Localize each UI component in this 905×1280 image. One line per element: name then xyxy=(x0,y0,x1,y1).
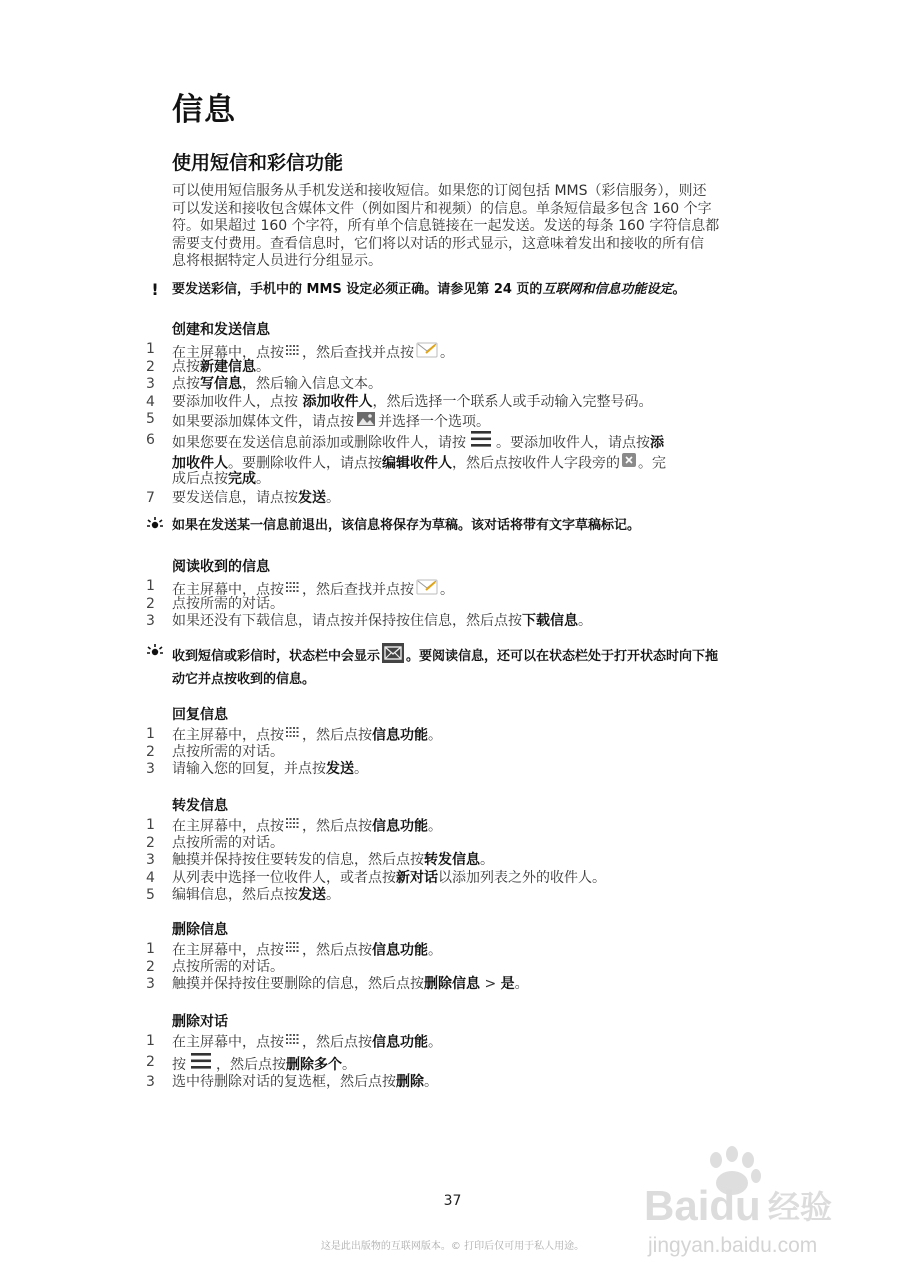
list-item: 3 触摸并保持按住要删除的信息，然后点按删除信息 > 是。 xyxy=(146,976,529,992)
list-item: 3 如果还没有下载信息，请点按并保持按住信息，然后点按下载信息。 xyxy=(146,613,592,629)
list-item: 1 在主屏幕中，点按 ，然后点按信息功能。 xyxy=(146,941,442,959)
read-steps xyxy=(146,578,746,631)
list-item: 1 在主屏幕中，点按 ，然后点按信息功能。 xyxy=(146,817,442,835)
intro-line: 可以使用短信服务从手机发送和接收短信。如果您的订阅包括 MMS（彩信服务），则还 xyxy=(172,183,707,199)
baidu-jingyan-watermark xyxy=(640,1138,880,1278)
intro-line: 符。如果超过 160 个字符，所有单个信息链接在一起发送。发送的每条 160 字符信息都 xyxy=(172,218,720,234)
watermark-cn: 经验 xyxy=(768,1188,833,1226)
watermark-brand: Baidu xyxy=(644,1182,761,1229)
footer-note: 这是此出版物的互联网版本。© 打印后仅可用于私人用途。 xyxy=(320,1241,585,1252)
apps-grid-icon xyxy=(286,1033,300,1052)
list-item: 3 请输入您的回复，并点按发送。 xyxy=(146,761,368,777)
forward-steps xyxy=(146,817,746,905)
heading-reply: 回复信息 xyxy=(172,707,228,723)
list-item: 1 在主屏幕中，点按 ，然后点按信息功能。 xyxy=(146,1033,442,1051)
list-item: 2 点按所需的对话。 xyxy=(146,743,284,760)
list-item: 3 点按写信息，然后输入信息文本。 xyxy=(146,376,382,392)
create-steps xyxy=(146,341,746,508)
lightbulb-icon xyxy=(146,516,164,536)
watermark-url: jingyan.baidu.com xyxy=(648,1234,818,1257)
delete-conversation-steps xyxy=(146,1033,746,1091)
list-item: 6 如果您要在发送信息前添加或删除收件人，请按 。要添加收件人，请点按添 xyxy=(146,429,746,452)
intro-line: 息将根据特定人员进行分组显示。 xyxy=(172,253,382,269)
apps-grid-icon xyxy=(286,726,300,745)
settings-reference: 互联网和信息功能设定 xyxy=(542,282,673,297)
apps-grid-icon xyxy=(286,941,300,960)
list-item: 1 在主屏幕中，点按 ，然后点按信息功能。 xyxy=(146,726,442,744)
new-message-icon xyxy=(382,643,404,670)
list-item: 4 从列表中选择一位收件人，或者点按新对话以添加列表之外的收件人。 xyxy=(146,869,606,886)
list-item: 2 按 ，然后点按删除多个。 xyxy=(146,1051,746,1074)
page-number: 37 xyxy=(443,1193,462,1209)
reply-steps xyxy=(146,726,746,779)
list-item: 1 在主屏幕中，点按 ，然后查找并点按 。 xyxy=(146,341,746,359)
intro-line: 需要支付费用。查看信息时，它们将以对话的形式显示，这意味着发出和接收的所有信 xyxy=(172,235,704,252)
heading-create-send: 创建和发送信息 xyxy=(172,322,270,338)
list-item: 4 要添加收件人，点按 添加收件人，然后选择一个联系人或手动输入完整号码。 xyxy=(146,393,653,410)
list-item: 7 要发送信息，请点按发送。 xyxy=(146,490,340,506)
heading-read: 阅读收到的信息 xyxy=(172,559,270,575)
list-item: 2 点按新建信息。 xyxy=(146,358,270,375)
list-item: 3 触摸并保持按住要转发的信息，然后点按转发信息。 xyxy=(146,852,494,868)
delete-message-steps xyxy=(146,941,746,994)
heading-forward: 转发信息 xyxy=(172,798,228,814)
list-item-continued: 成后点按完成。 xyxy=(172,470,270,487)
list-item: 3 选中待删除对话的复选框，然后点按删除。 xyxy=(146,1073,438,1090)
heading-delete-conversation: 删除对话 xyxy=(172,1014,228,1030)
list-item: 2 点按所需的对话。 xyxy=(146,958,284,975)
lightbulb-icon xyxy=(146,643,164,663)
list-item: 5 编辑信息，然后点按发送。 xyxy=(146,887,340,903)
intro-paragraph xyxy=(172,183,760,271)
list-item: 2 点按所需的对话。 xyxy=(146,834,284,851)
apps-grid-icon xyxy=(286,817,300,836)
intro-line: 可以发送和接收包含媒体文件（例如图片和视频）的信息。单条短信最多包含 160 个字 xyxy=(172,200,712,217)
list-item: 2 点按所需的对话。 xyxy=(146,595,284,612)
exclamation-icon: ! xyxy=(151,280,159,299)
section-title: 使用短信和彩信功能 xyxy=(172,152,344,174)
heading-delete-message: 删除信息 xyxy=(172,922,228,938)
document-page: 信息 使用短信和彩信功能 可以使用短信服务从手机发送和接收短信。如果您的订阅包括 MMS（彩信服务），则还 可以发送和接收包含媒体文件（例如图片和视频）的信息。单条短信最多包含 160 个字 符。如果超过 160 个字符，所有单个信息链接在一起发送。发送的每条 160 字符信息都 需要支付费用。查看信息时，它们将以对话的形式显示，这意味着发出和接收的所有信 息将根据特定人员进行分组显示。 ! 要发送彩信，手机中的 MMS 设定必须正确。请参见第 24 页的互联网和信息功能设定。 创建和发送信息 1 在主屏幕中，点按 ，然后查找并点按 。 2 点按新建信息。 3 点按写信息，然后输入信息文本。 4 要添加收件人，点按 添加收件人，然后选择一个联系人或手动输入完整号码。 5 如果要添加媒体文件，请点按 并选择一个选项。 6 如果您要在发送信息前添加或删除收件人，请按 。要添加收件人，请点按添 加收件人。要删除收件人，请点按编辑收件人，然后点按收件人字段旁的 。完 成后点按完成。 7 要发送信息，请点按发送。 如果在发送某一信息前退出，该信息将保存为草稿。该对话将带有文字草稿标记。 阅读收到的信息 1 在主屏幕中，点按 ，然后查找并点按 。 2 点按所需的对话。 3 如果还没有下载信息，请点按并保持按住信息，然后点按下载信息。 收到短信或彩信时，状态栏中会显示 。要阅读信息，还可以在状态栏处于打开状态时向下拖 动它并点按收到的信息。 回复信息 1 在主屏幕中，点按 ，然后点按信息功能。 2 点按所需的对话。 3 请输入您的回复，并点按发送。 转发信息 1 在主屏幕中，点按 ，然后点按信息功能。 2 点按所需的对话。 3 触摸并保持按住要转发的信息，然后点按转发信息。 4 从列表中选择一位收件人，或者点按新对话以添加列表之外的收件人。 5 编辑信息，然后点按发送。 删除信息 1 在主屏幕中，点按 ，然后点按信息功能。 2 点按所需的对话。 3 触摸并保持按住要删除的信息，然后点按删除信息 > 是。 删除对话 1 在主屏幕中，点按 ，然后点按信息功能。 2 按 ，然后点按删除多个。 3 选中待删除对话的复选框，然后点按删除。 37 这是此出版物的互联网版本。© 打印后仅可用于私人用途。 Baidu 经验 jingyan.baidu.com xyxy=(0,0,905,1280)
list-item-continued: 加收件人。要删除收件人，请点按编辑收件人，然后点按收件人字段旁的 。完 xyxy=(146,452,746,475)
page-title: 信息 xyxy=(172,92,236,128)
list-item: 5 如果要添加媒体文件，请点按 并选择一个选项。 xyxy=(146,411,746,429)
list-item: 1 在主屏幕中，点按 ，然后查找并点按 。 xyxy=(146,578,746,596)
